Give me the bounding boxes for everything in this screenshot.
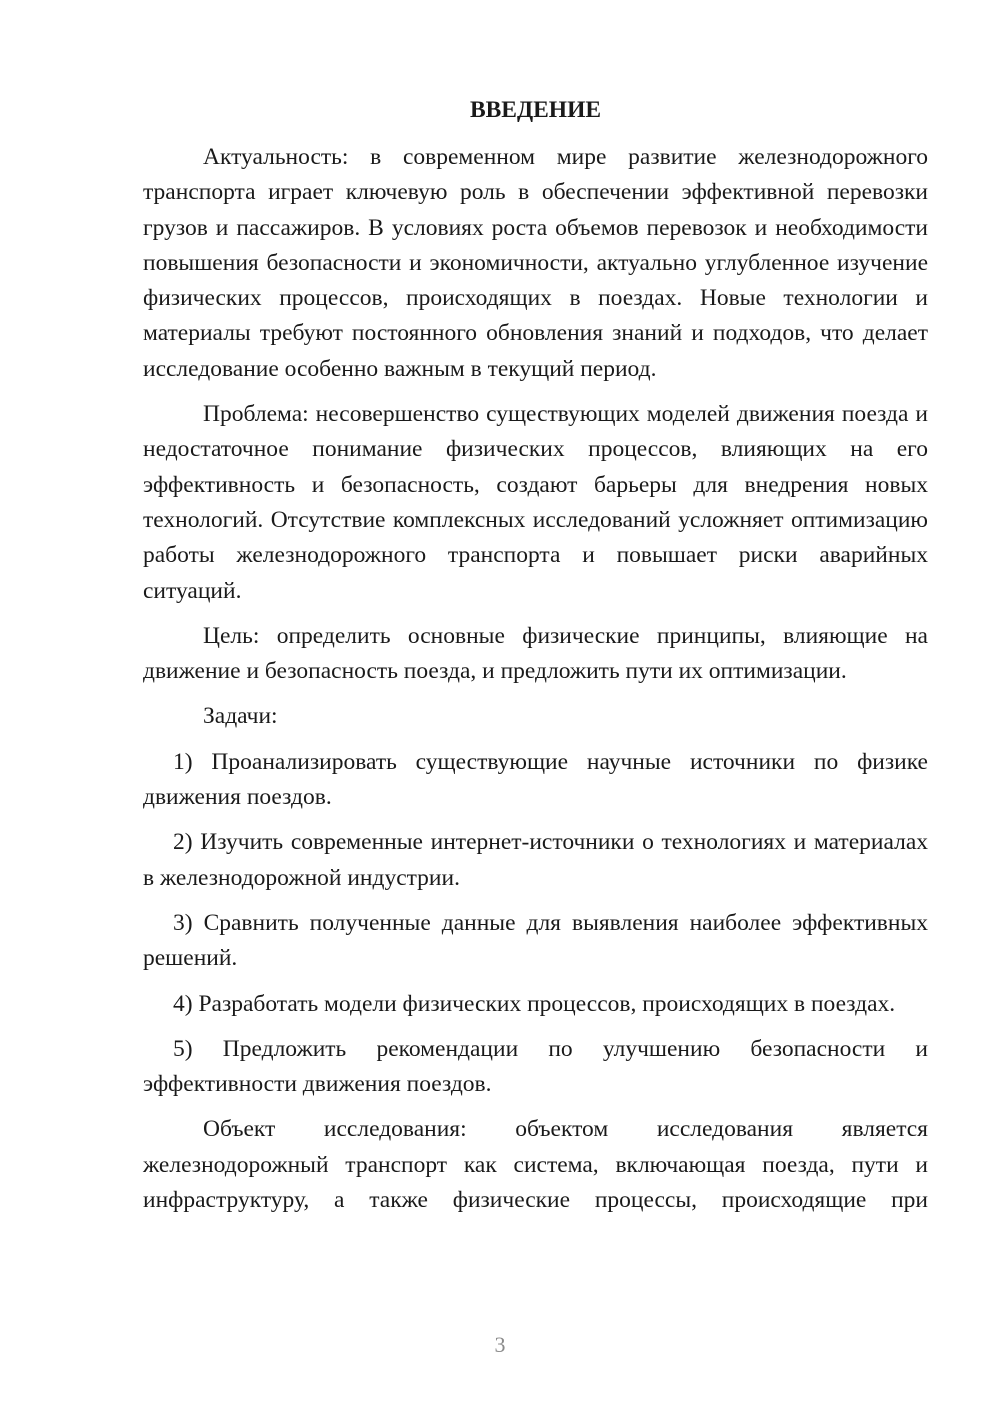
paragraph-object: Объект исследования: объектом исследования является железнодорожный транспорт как система, включающая поезда, пути и инфраструктуру, а также физические процессы, происходящие при [143,1116,928,1214]
paragraph-goal: Цель: определить основные физические принципы, влияющие на движение и безопасность поезда, и предложить пути их оптимизации. [143,622,928,685]
task-item-2: 2) Изучить современные интернет-источники о технологиях и материалах в железнодорожной индустрии. [143,829,928,891]
task-item-4: 4) Разработать модели физических процессов, происходящих в поездах. [173,990,896,1017]
task-item-3: 3) Сравнить полученные данные для выявления наиболее эффективных решений. [143,909,928,972]
section-title: ВВЕДЕНИЕ [469,97,602,123]
page-number: 3 [494,1332,506,1357]
task-item-1: 1) Проанализировать существующие научные источники по физике движения поездов. [143,748,928,811]
task-item-5: 5) Предложить рекомендации по улучшению безопасности и эффективности движения поездов. [143,1035,928,1098]
document-page [143,92,928,1218]
paragraph-relevance: Актуальность: в современном мире развитие железнодорожного транспорта играет ключевую роль в обеспечении эффективной перевозки грузов и пассажиров. В условиях роста объемов перевозок и необходимости повышения безопасности и экономичности, актуально углубленное изучение физических процессов, происходящих в поездах. Новые технологии и материалы требуют постоянного обновления знаний и подходов, что делает исследование особенно важным в текущий период. [143,144,928,382]
tasks-heading: Задачи: [203,703,278,730]
paragraph-problem: Проблема: несовершенство существующих моделей движения поезда и недостаточное понимание физических процессов, влияющих на его эффективность и безопасность, создают барьеры для внедрения новых технологий. Отсутствие комплексных исследований усложняет оптимизацию работы железнодорожного транспорта и повышает риски аварийных ситуаций. [143,401,928,604]
